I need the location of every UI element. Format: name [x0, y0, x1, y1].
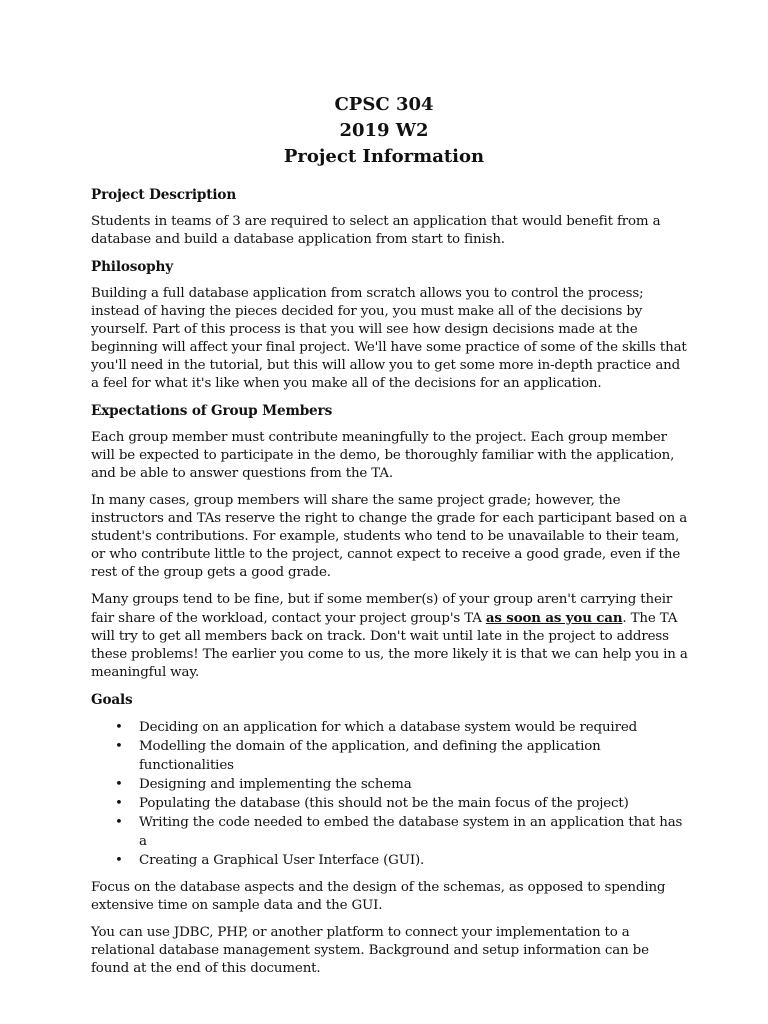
list-item: • Designing and implementing the schema: [139, 775, 691, 794]
document-title: Project Information: [283, 146, 485, 167]
text-run: . The TA will try to get all members back on track. Don't wait until late in the project to address these problems! The earlier you come to us, the more likely it is that we can help you in a meaningful way.: [91, 611, 688, 680]
heading-philosophy: Philosophy: [91, 259, 174, 275]
paragraph: [91, 591, 691, 682]
paragraph: Building a full database application from scratch allows you to control the process; instead of having the pieces decided for you, you must make all of the decisions by yourself. Part of this process is that you will see how design decisions made at the beginning will affect your final project. We'll have some practice of some of the skills that you'll need in the tutorial, but this will allow you to get some more in-depth practice and a feel for what it's like when you make all of the decisions for an application.: [91, 286, 687, 391]
section-philosophy: [91, 258, 691, 393]
text-run: Many groups tend to be fine, but if some member(s) of your group aren't carrying their fair share of the workload, contact your project group's TA: [91, 592, 673, 626]
list-item: • Modelling the domain of the application, and defining the application functionalities: [139, 737, 691, 775]
list-item: • Populating the database (this should not be the main focus of the project): [139, 794, 691, 813]
section-expectations: [91, 402, 691, 682]
term: 2019 W2: [339, 120, 429, 141]
paragraph: In many cases, group members will share the same project grade; however, the instructors and TAs reserve the right to change the grade for each participant based on a student's contributions. For example, students who tend to be unavailable to their team, or who contribute little to the project, cannot expect to receive a good grade, even if the rest of the group gets a good grade.: [91, 493, 688, 580]
heading-expectations: Expectations of Group Members: [91, 403, 333, 419]
paragraph: Students in teams of 3 are required to select an application that would benefit from a database and build a database application from start to finish.: [91, 214, 661, 247]
list-item: • Writing the code needed to embed the database system in an application that has a: [139, 813, 691, 851]
list-item: • Deciding on an application for which a database system would be required: [139, 718, 691, 737]
paragraph: Each group member must contribute meaningfully to the project. Each group member will be expected to participate in the demo, be thoroughly familiar with the application, and be able to answer questions from the TA.: [91, 430, 675, 481]
heading-goals: Goals: [91, 692, 133, 708]
section-goals: [91, 691, 691, 978]
document-body: [91, 186, 691, 987]
goals-list: [91, 718, 691, 870]
section-project-description: [91, 186, 691, 249]
course-code: CPSC 304: [334, 94, 434, 115]
paragraph: Focus on the database aspects and the design of the schemas, as opposed to spending extensive time on sample data and the GUI.: [91, 880, 666, 913]
title-block: [0, 92, 768, 170]
emphasis-text: as soon as you can: [485, 610, 623, 626]
list-item: • Creating a Graphical User Interface (GUI).: [139, 851, 691, 870]
paragraph: You can use JDBC, PHP, or another platform to connect your implementation to a relational database management system. Background and setup information can be found at the end of this document.: [91, 925, 649, 976]
heading-project-description: Project Description: [91, 187, 237, 203]
